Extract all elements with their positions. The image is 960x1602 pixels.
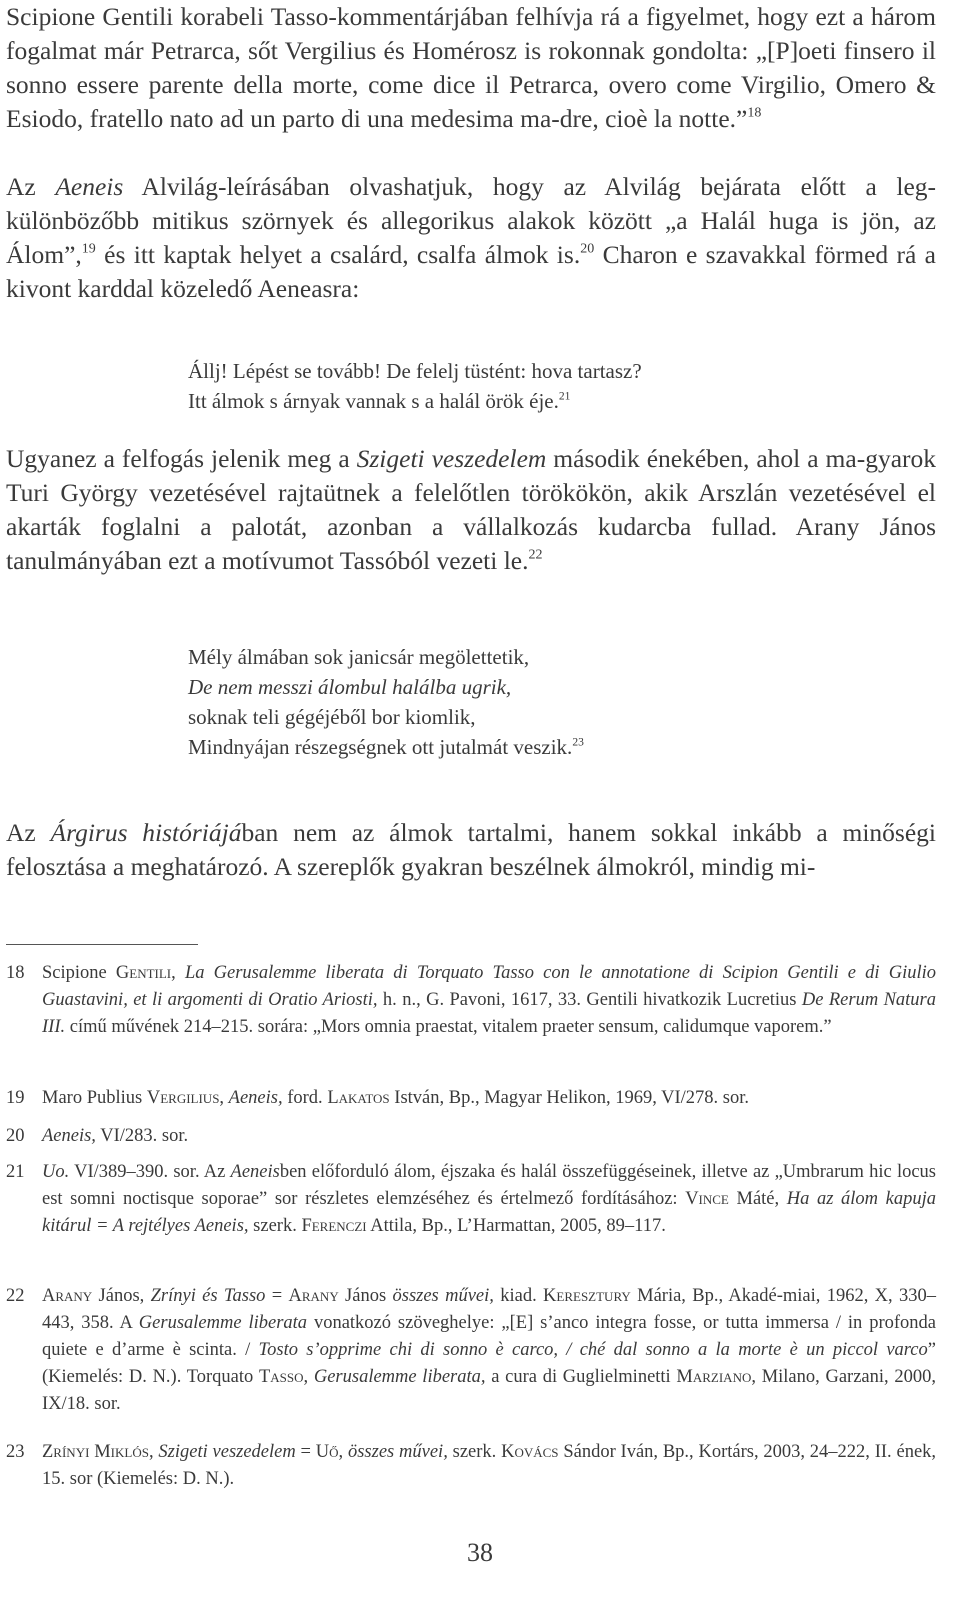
footnote-text: , xyxy=(338,1442,348,1462)
footnote-text: szerk. xyxy=(447,1442,502,1462)
footnote-text: István, Bp., Magyar Helikon, 1969, VI/278. sor. xyxy=(389,1088,750,1108)
verse-line: soknak teli gégéjéből bor kiomlik, xyxy=(188,705,476,729)
paragraph-4 xyxy=(6,816,936,884)
footnote-text: Maro Publius xyxy=(42,1088,147,1108)
footnote-text: Attila, Bp., L’Harmattan, 2005, 89–117. xyxy=(366,1216,666,1236)
footnote-ref[interactable]: 21 xyxy=(558,390,571,403)
footnote-text: , xyxy=(148,1442,159,1462)
footnote-text: , Milano, Garzani, 2000, IX/18. sor. xyxy=(42,1367,936,1414)
quoted-verse: Tosto s’opprime chi di sonno è carco, / ché dal sonno a la morte è un piccol varco xyxy=(258,1340,928,1360)
paragraph-text: Charon e szavakkal förmed rá a kivont karddal közeledő Aeneasra: xyxy=(6,240,936,303)
verse-line: Állj! Lépést se tovább! De felelj tüstént: hova tartasz? xyxy=(188,359,642,383)
footnote-text: című művének 214–215. sorára: „Mors omnia praestat, vitalem praeter sensum, calidumque vaporem.” xyxy=(65,1017,832,1037)
verse-line xyxy=(188,732,928,762)
footnote-22 xyxy=(6,1283,936,1418)
footnote-number: 22 xyxy=(6,1286,25,1306)
footnote-23 xyxy=(6,1439,937,1493)
footnote-text: vonatkozó szöveghelye: „[E] s’anco integra fosse, or tutta immersa / in profonda quiete e d’arme è scinta. / xyxy=(42,1313,936,1360)
paragraph-text: második énekében, ahol a ma-gyarok Turi György vezetésével rajtaütnek a felelőtlen törökökön, akik Arszlán vezetésével el akarták foglalni a palotát, azonban a vállalkozás kudarcba fullad. Arany János tanulmányában ezt a motívumot Tassóból vezeti le. xyxy=(6,444,937,575)
paragraph-text: Az xyxy=(6,818,51,847)
paragraph-2 xyxy=(6,170,936,306)
work-title: Gerusalemme liberata xyxy=(138,1313,308,1333)
verse-line: Mély álmában sok janicsár megölettetik, xyxy=(188,645,530,669)
footnote-text: szerk. xyxy=(248,1216,302,1236)
footnote-separator xyxy=(6,944,198,945)
footnote-text: , xyxy=(303,1367,314,1387)
work-title: Aeneis, xyxy=(228,1088,283,1108)
work-title: Zrínyi és Tasso xyxy=(150,1286,266,1306)
author-name: Lakatos xyxy=(327,1088,390,1108)
verse-line-text: Mindnyájan részegségnek ott jutalmát veszik. xyxy=(188,735,573,759)
paragraph-text: ban nem az álmok tartalmi, hanem sokkal inkább a minőségi felosztása a meghatározó. A szereplők gyakran beszélnek álmokról, mindig mi- xyxy=(6,818,936,881)
footnote-20 xyxy=(6,1123,936,1150)
paragraph-text: Scipione Gentili korabeli Tasso-kommentárjában felhívja rá a figyelmet, hogy ezt a három fogalmat már Petrarca, sőt Vergilius és Homérosz is rokonnak gondolta: „[P]oeti finsero il sonno essere parente della morte, come dice il Petrarca, overo come Virgilio, Omero & Esiodo, fratello nato ad un parto di una medesima ma-dre, cioè la notte.” xyxy=(6,2,936,133)
work-title: Uo. xyxy=(42,1162,70,1182)
work-title: La Gerusalemme liberata di Torquato Tasso con le annotatione di Scipion Gentili e di Giulio Guastavini, et li argomenti di Oratio Ariosti, xyxy=(42,963,936,1010)
author-name: Kovács xyxy=(501,1442,559,1462)
footnote-ref[interactable]: 18 xyxy=(747,105,762,121)
footnote-text: VI/283. sor. xyxy=(95,1126,189,1146)
paragraph-1 xyxy=(6,0,936,136)
author-name: Vince xyxy=(685,1189,729,1209)
footnote-number: 19 xyxy=(6,1088,25,1108)
work-title: Aeneis xyxy=(55,172,124,201)
work-title: Ha az álom kapuja kitárul = A rejtélyes Aeneis, xyxy=(42,1189,936,1236)
footnote-text: h. n., G. Pavoni, 1617, 33. Gentili hivatkozik Lucretius xyxy=(377,990,802,1010)
paragraph-text: Az xyxy=(6,172,56,201)
verse-line-text: De nem messzi álombul halálba ugrik, xyxy=(188,675,512,699)
footnote-21 xyxy=(6,1159,936,1240)
paragraph-text: Ugyanez a felfogás jelenik meg a xyxy=(6,444,357,473)
work-title: összes művei, xyxy=(347,1442,448,1462)
author-name: Zrínyi xyxy=(42,1442,90,1462)
footnote-text: , xyxy=(171,963,185,983)
footnote-text: = xyxy=(265,1286,289,1306)
author-name: Vergilius xyxy=(146,1088,220,1108)
author-name: Miklós xyxy=(94,1442,149,1462)
page-number: 38 xyxy=(467,1538,493,1567)
footnote-ref[interactable]: 20 xyxy=(580,241,595,257)
verse-line-text: Itt álmok s árnyak vannak s a halál örök éje. xyxy=(188,389,559,413)
footnote-text: Sándor Iván, Bp., Kortárs, 2003, 24–222, II. ének, 15. sor (Kiemelés: D. N.). xyxy=(42,1442,937,1489)
verse-line xyxy=(188,386,928,416)
work-title: összes művei, xyxy=(392,1286,494,1306)
footnote-ref[interactable]: 23 xyxy=(572,736,584,749)
author-name: Keresztury xyxy=(543,1286,631,1306)
footnote-18 xyxy=(6,960,937,1041)
verse-quote-2 xyxy=(188,642,928,762)
author-name: Ferenczi xyxy=(301,1216,367,1236)
footnote-text: Máté, xyxy=(728,1189,787,1209)
footnote-text: János, xyxy=(92,1286,151,1306)
work-title: Aeneis, xyxy=(42,1126,96,1146)
author-name: Marziano xyxy=(676,1367,752,1387)
footnote-19 xyxy=(6,1085,936,1112)
footnote-text: VI/389–390. sor. Az xyxy=(69,1162,231,1182)
author-name: Arany xyxy=(42,1286,93,1306)
footnote-text: ben előforduló álom, éjszaka és halál összefüggéseinek, illetve az „Umbrarum hic locus est somni noctisque soporae” sor részletes elemzéséhez és értelmező fordításához: xyxy=(42,1162,936,1209)
paragraph-3 xyxy=(6,442,936,578)
paragraph-text: és itt kaptak helyet a csalárd, csalfa álmok is. xyxy=(95,240,581,269)
footnote-number: 21 xyxy=(6,1162,25,1182)
footnote-text: kiad. xyxy=(493,1286,544,1306)
author-name: Arany xyxy=(288,1286,339,1306)
footnote-number: 20 xyxy=(6,1126,25,1146)
work-title: Árgirus históriájá xyxy=(50,818,242,847)
work-title: Szigeti veszedelem xyxy=(158,1442,296,1462)
verse-line xyxy=(188,672,928,702)
footnote-text: ” (Kiemelés: D. N.). Torquato xyxy=(42,1340,936,1387)
footnote-ref[interactable]: 22 xyxy=(528,547,543,563)
footnote-ref[interactable]: 19 xyxy=(81,241,96,257)
work-title: Aeneis xyxy=(230,1162,280,1182)
work-title: Szigeti veszedelem xyxy=(356,444,547,473)
footnote-text: János xyxy=(338,1286,393,1306)
footnote-text: , xyxy=(219,1088,229,1108)
footnote-text: ford. xyxy=(282,1088,328,1108)
author-name: Gentili xyxy=(115,963,172,983)
footnote-text: Scipione xyxy=(42,963,116,983)
footnote-text: = xyxy=(295,1442,316,1462)
footnote-number: 18 xyxy=(6,963,25,983)
author-name: Uő xyxy=(315,1442,339,1462)
paragraph-text: Alvilág-leírásában olvashatjuk, hogy az Alvilág bejárata előtt a leg-különbözőbb mitikus szörnyek és allegorikus alakok között „a Halál huga is jön, az Álom”, xyxy=(6,172,936,269)
work-title: Gerusalemme liberata, xyxy=(313,1367,486,1387)
footnote-text: a cura di Guglielminetti xyxy=(485,1367,677,1387)
footnote-number: 23 xyxy=(6,1442,25,1462)
author-name: Tasso xyxy=(258,1367,304,1387)
work-title: De Rerum Natura III. xyxy=(42,990,937,1037)
footnote-text: Mária, Bp., Akadé-miai, 1962, X, 330–443, 358. A xyxy=(42,1286,936,1333)
verse-quote-1 xyxy=(188,356,928,416)
